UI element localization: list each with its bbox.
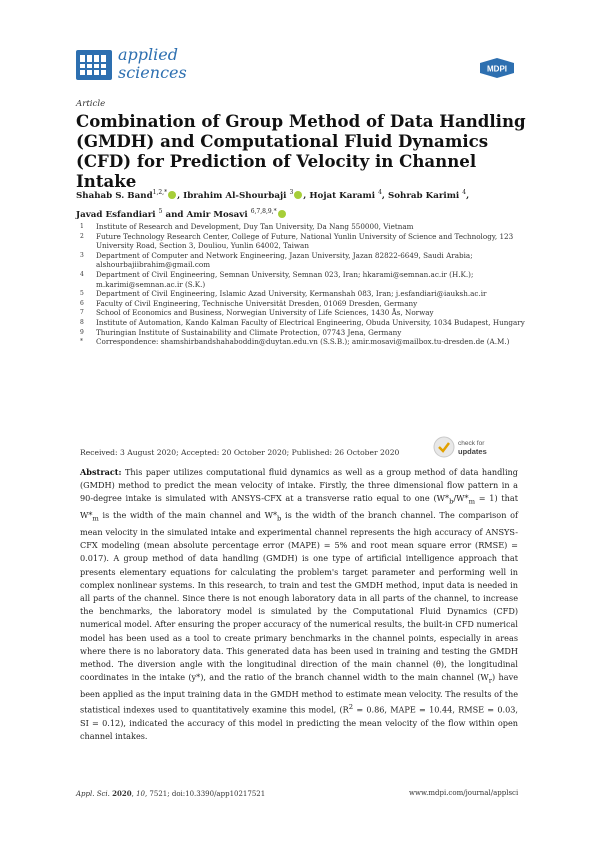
affiliation-number: 2 xyxy=(80,232,84,240)
affiliation-number: * xyxy=(80,338,83,346)
orcid-icon[interactable] xyxy=(278,210,286,218)
affiliation-number: 1 xyxy=(80,223,84,230)
affiliation-item xyxy=(80,289,540,299)
affiliation-text: Department of Civil Engineering, Islamic Azad University, Kermanshah 083, Iran; j.esfandiari@iauksh.ac.ir xyxy=(96,289,487,299)
publication-dates: Received: 3 August 2020; Accepted: 20 October 2020; Published: 26 October 2020 xyxy=(80,448,400,457)
abstract-text: = 1) that W* xyxy=(80,493,519,521)
journal-name-line1: applied xyxy=(118,45,178,64)
footer-journal-abbrev: Appl. Sci. xyxy=(76,790,110,798)
author-separator: , xyxy=(466,190,470,201)
affiliation-number: 6 xyxy=(80,299,84,307)
author-separator: , xyxy=(381,190,388,201)
author-affil-sup: 4 xyxy=(378,189,382,196)
journal-name-line2: sciences xyxy=(118,63,187,82)
affiliation-number: 3 xyxy=(80,251,84,259)
author-name[interactable]: Ibrahim Al-Shourbaji xyxy=(183,190,287,201)
affiliation-item xyxy=(80,328,540,338)
abstract-subscript: r xyxy=(488,676,493,685)
author-name[interactable]: Shahab S. Band xyxy=(76,190,153,201)
footer-journal-url[interactable]: www.mdpi.com/journal/applsci xyxy=(409,789,519,797)
article-title: Combination of Group Method of Data Handling (GMDH) and Computational Fluid Dynamics (CFD) for Prediction of Velocity in Channel Intake xyxy=(76,111,526,191)
mdpi-logo-text: MDPI xyxy=(487,64,507,74)
check-updates-line2: updates xyxy=(458,447,487,456)
author-name[interactable]: Sohrab Karimi xyxy=(387,190,460,201)
abstract-superscript: 2 xyxy=(348,703,354,712)
affiliation-text: School of Economics and Business, Norwegian University of Life Sciences, 1430 Ås, Norway xyxy=(96,308,434,318)
article-type: Article xyxy=(76,99,106,109)
author-affil-sup: 3 xyxy=(289,189,294,196)
author-affil-sup: 5 xyxy=(158,207,163,215)
mdpi-logo-icon xyxy=(478,57,516,79)
affiliation-item xyxy=(80,251,540,270)
correspondence-item xyxy=(80,337,540,347)
author-separator: , xyxy=(303,190,310,201)
abstract-text: is the width of the branch channel. The comparison of mean velocity in the simulated intake and experimental channel represents the high accuracy of ANSYS-CFX modeling (mean absolute percentage error (MAPE) = 5% and root mean square error (RMSE) = 0.017). A group method of data handling (GMDH) is one type of artificial intelligence approach that presents elementary equations for calculating the problem's target parameter and performing well in complex nonlinear systems. In this research, to train and test the GMDH method, input data is needed in all parts of the channel. Since there is not enough laboratory data in all parts of the channel, to increase the benchmarks, the laboratory model is simulated by the Computational Fluid Dynamics (CFD) numerical model. After ensuring the proper accuracy of the numerical results, the built-in CFD numerical model has been used as a tool to create primary benchmarks in the channel points, especially in areas where there is no laboratory data. This generated data has been used in training and testing the GMDH method. The diversion angle with the longitudinal direction of the main channel (θ), the longitudinal coordinates in the intake (y*), and the ratio of the branch channel width to the main channel (W xyxy=(80,510,518,683)
abstract-subscript: b xyxy=(449,498,454,507)
author-affil-sup: 6,7,8,9,* xyxy=(250,207,277,215)
footer-volume: 10 xyxy=(136,790,145,798)
author-affil-sup: 4 xyxy=(462,189,467,196)
affiliation-item xyxy=(80,222,540,232)
correspondence-text[interactable]: Correspondence: shamshirbandshahaboddin@duytan.edu.vn (S.S.B.); amir.mosavi@mailbox.tu-dresden.de (A.M.) xyxy=(96,337,510,347)
affiliation-item xyxy=(80,270,540,289)
author-name[interactable]: Hojat Karami xyxy=(309,190,376,201)
affiliation-list xyxy=(80,222,540,347)
author-separator: , xyxy=(177,190,184,201)
journal-name xyxy=(118,46,187,82)
author-separator: and xyxy=(162,209,187,220)
affiliation-item xyxy=(80,299,540,309)
affiliation-number: 4 xyxy=(80,270,84,278)
affiliation-item xyxy=(80,308,540,318)
affiliation-text: Thuringian Institute of Sustainability and Climate Protection, 07743 Jena, Germany xyxy=(96,327,402,337)
abstract-text: ) have been applied as the input training data in the GMDH method to estimate mean velocity. The results of the statistical indexes used to quantitatively examine this model, (R xyxy=(80,672,518,716)
abstract-subscript: m xyxy=(468,498,475,507)
affiliation-text: Future Technology Research Center, College of Future, National Yunlin University of Science and Technology, 123 University Road, Section 3, Douliou, Yunlin 64002, Taiwan xyxy=(96,231,514,251)
footer-citation: Appl. Sci. 2020, 10, 7521; doi:10.3390/app10217521 xyxy=(76,789,266,798)
check-for-updates-badge[interactable] xyxy=(432,435,522,459)
affiliation-number: 8 xyxy=(80,318,84,326)
affiliation-text: Department of Civil Engineering, Semnan University, Semnan 023, Iran; hkarami@semnan.ac.ir (H.K.); m.karimi@semnan.ac.ir (S.K.) xyxy=(96,269,474,289)
affiliation-number: 9 xyxy=(80,328,84,336)
affiliation-number: 5 xyxy=(80,290,84,298)
journal-logo-icon xyxy=(76,50,112,80)
author-name[interactable]: Amir Mosavi xyxy=(186,209,248,220)
abstract-subscript: m xyxy=(92,514,99,523)
orcid-icon[interactable] xyxy=(294,191,302,199)
affiliation-text: Faculty of Civil Engineering, Technische Universität Dresden, 01069 Dresden, Germany xyxy=(96,298,418,308)
author-affil-sup: 1,2,* xyxy=(152,189,168,196)
affiliation-item xyxy=(80,232,540,251)
affiliation-number: 7 xyxy=(80,309,84,317)
abstract-text: is the width of the main channel and W* xyxy=(98,510,278,521)
check-updates-line1: check for xyxy=(458,440,485,447)
affiliation-text: Institute of Automation, Kando Kalman Faculty of Electrical Engineering, Obuda University, 1034 Budapest, Hungary xyxy=(96,317,525,327)
abstract xyxy=(80,466,518,744)
author-name[interactable]: Javad Esfandiari xyxy=(76,209,156,220)
author-list xyxy=(76,185,526,223)
abstract-text: This paper utilizes computational fluid dynamics as well as a group method of data handling (GMDH) method to predict the mean velocity of intake. Firstly, the three dimensional flow pattern in a 90-degree intake is simulated with ANSYS-CFX at a transverse ratio equal to one (W* xyxy=(80,467,518,504)
orcid-icon[interactable] xyxy=(168,191,176,199)
footer-doi[interactable]: , 7521; doi:10.3390/app10217521 xyxy=(144,790,266,798)
affiliation-item xyxy=(80,318,540,328)
abstract-text: /W* xyxy=(453,493,469,504)
abstract-text: = 0.86, MAPE = 10.44, RMSE = 0.03, SI = 0.12), indicated the accuracy of this model in predicting the mean velocity of the flow within open channel intakes. xyxy=(80,705,518,742)
affiliation-text: Institute of Research and Development, Duy Tan University, Da Nang 550000, Vietnam xyxy=(96,222,414,231)
abstract-label: Abstract: xyxy=(80,467,122,477)
affiliation-text: Department of Computer and Network Engineering, Jazan University, Jazan 82822-6649, Saudi Arabia; alshourbajiibrahim@gmail.com xyxy=(96,250,473,270)
footer-year: 2020 xyxy=(112,789,132,798)
abstract-subscript: b xyxy=(277,514,282,523)
